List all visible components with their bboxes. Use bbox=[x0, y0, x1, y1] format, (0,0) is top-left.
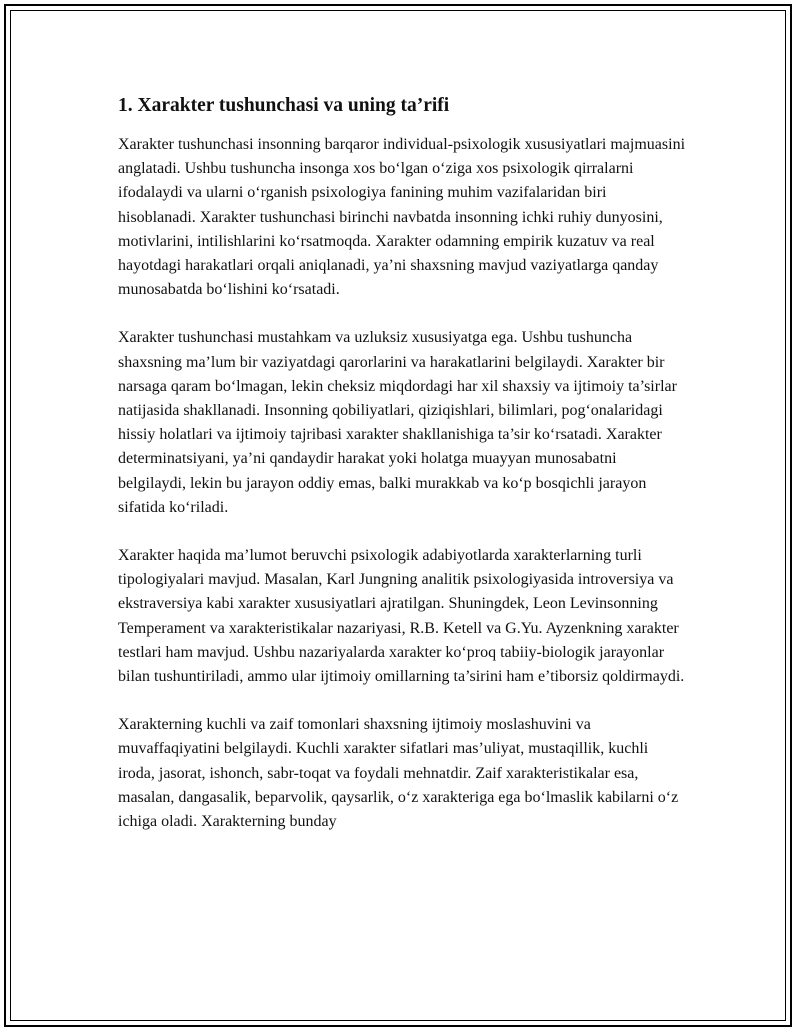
paragraph-1: Xarakter tushunchasi insonning barqaror individual-psixologik xususiyatlari majmuasini anglatadi. Ushbu tushuncha insonga xos bo‘lgan o‘ziga xos psixologik qirralarni ifodalaydi va ularni o‘rganish psixologiya fanining muhim vazifalaridan biri hisoblanadi. Xarakter tushunchasi birinchi navbatda insonning ichki ruhiy dunyosini, motivlarini, intilishlarini ko‘rsatmoqda. Xarakter odamning empirik kuzatuv va real hayotdagi harakatlari orqali aniqlanadi, ya’ni shaxsning mavjud vaziyatlarga qanday munosabatda bo‘lishini ko‘rsatadi. bbox=[118, 136, 686, 299]
document-body bbox=[118, 92, 688, 858]
paragraph-2: Xarakter tushunchasi mustahkam va uzluksiz xususiyatga ega. Ushbu tushuncha shaxsning ma’lum bir vaziyatdagi qarorlarini va harakatlarini belgilaydi. Xarakter bir narsaga qaram bo‘lmagan, lekin cheksiz miqdordagi har xil shaxsiy va ijtimoiy ta’sirlar natijasida shakllanadi. Insonning qobiliyatlari, qiziqishlari, bilimlari, pog‘onalaridagi hissiy holatlari va ijtimoiy tajribasi xarakter shakllanishiga ta’sir ko‘rsatadi. Xarakter determinatsiyani, ya’ni qandaydir harakat yoki holatga muayyan munosabatni belgilaydi, lekin bu jarayon oddiy emas, balki murakkab va ko‘p bosqichli jarayon sifatida ko‘riladi. bbox=[118, 329, 677, 516]
section-heading: 1. Xarakter tushunchasi va uning ta’rifi bbox=[118, 95, 450, 116]
paragraph-4: Xarakterning kuchli va zaif tomonlari shaxsning ijtimoiy moslashuvini va muvaffaqiyatini belgilaydi. Kuchli xarakter sifatlari mas’uliyat, mustaqillik, kuchli iroda, jasorat, ishonch, sabr-toqat va foydali mehnatdir. Zaif xarakteristikalar esa, masalan, dangasalik, beparvolik, qaysarlik, o‘z xarakteriga ega bo‘lmaslik kabilarni o‘z ichiga oladi. Xarakterning bunday bbox=[118, 716, 679, 831]
paragraph-3: Xarakter haqida ma’lumot beruvchi psixologik adabiyotlarda xarakterlarning turli tipologiyalari mavjud. Masalan, Karl Jungning analitik psixologiyasida introversiya va ekstraversiya kabi xarakter xususiyatlari ajratilgan. Shuningdek, Leon Levinsonning Temperament va xarakteristikalar nazariyasi, R.B. Ketell va G.Yu. Ayzenkning xarakter testlari ham mavjud. Ushbu nazariyalarda xarakter ko‘proq tabiiy-biologik jarayonlar bilan tushuntiriladi, ammo ular ijtimoiy omillarning ta’sirini ham e’tiborsiz qoldirmaydi. bbox=[118, 547, 685, 686]
